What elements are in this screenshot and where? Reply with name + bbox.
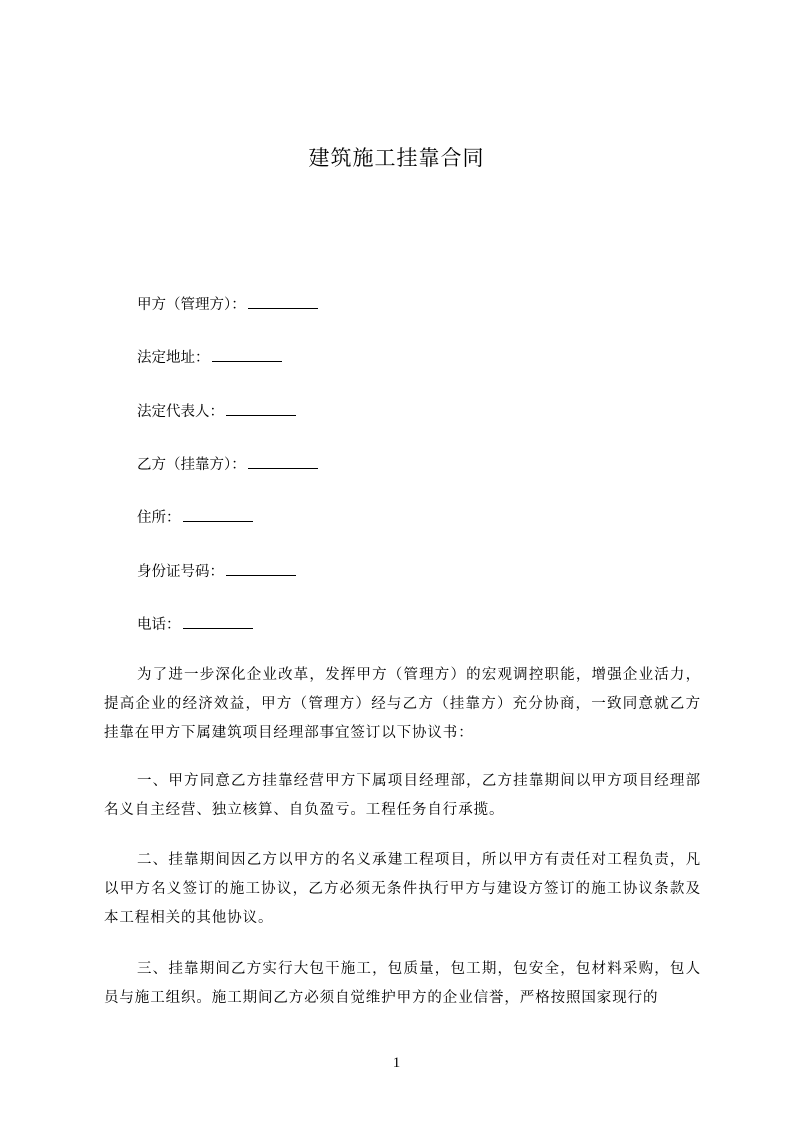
party-b-field — [137, 453, 318, 474]
clause-3-paragraph: 三、挂靠期间乙方实行大包干施工，包质量，包工期，包安全，包材料采购，包人员与施工组织。施工期间乙方必须自觉维护甲方的企业信誉，严格按照国家现行的 — [104, 961, 701, 1006]
clause-1-paragraph: 一、甲方同意乙方挂靠经营甲方下属项目经理部，乙方挂靠期间以甲方项目经理部名义自主经营、独立核算、自负盈亏。工程任务自行承揽。 — [104, 773, 701, 818]
phone-field — [137, 613, 253, 634]
field-label: 甲方（管理方）： — [137, 297, 246, 313]
blank-line — [183, 614, 253, 629]
field-label: 乙方（挂靠方）： — [137, 457, 246, 473]
field-label: 电话： — [137, 617, 181, 633]
id-number-field — [137, 560, 296, 581]
blank-line — [248, 454, 318, 469]
page-title: 建筑施工挂靠合同 — [308, 146, 485, 170]
clause-2-paragraph: 二、挂靠期间因乙方以甲方的名义承建工程项目，所以甲方有责任对工程负责，凡以甲方名义签订的施工协议，乙方必须无条件执行甲方与建设方签订的施工协议条款及本工程相关的其他协议。 — [104, 852, 701, 926]
legal-representative-field — [137, 400, 296, 421]
blank-line — [183, 507, 253, 522]
field-label: 法定地址： — [137, 350, 210, 366]
field-label: 身份证号码： — [137, 564, 224, 580]
page-number: 1 — [392, 1055, 401, 1071]
blank-line — [248, 294, 318, 309]
field-label: 住所： — [137, 510, 181, 526]
party-a-field — [137, 293, 318, 314]
blank-line — [212, 347, 282, 362]
preamble-paragraph: 为了进一步深化企业改革，发挥甲方（管理方）的宏观调控职能，增强企业活力，提高企业的经济效益，甲方（管理方）经与乙方（挂靠方）充分协商，一致同意就乙方挂靠在甲方下属建筑项目经理部事宜签订以下协议书： — [104, 667, 701, 741]
legal-address-field — [137, 346, 282, 367]
residence-field — [137, 506, 253, 527]
blank-line — [226, 561, 296, 576]
field-label: 法定代表人： — [137, 404, 224, 420]
blank-line — [226, 401, 296, 416]
